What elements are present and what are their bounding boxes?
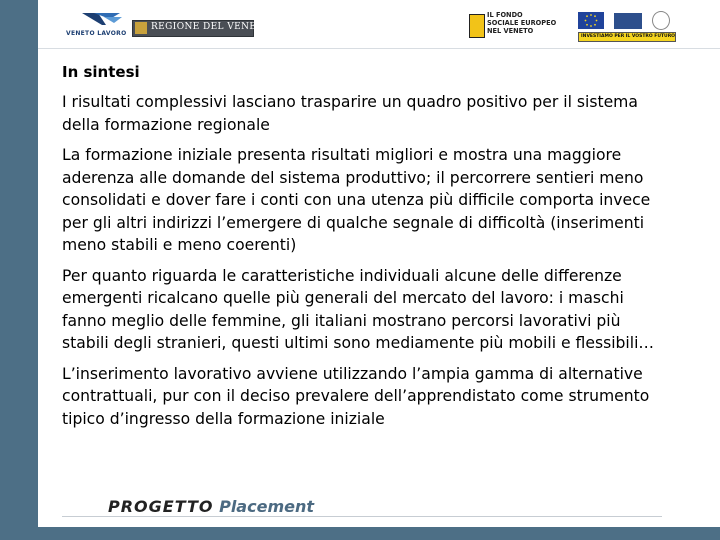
- fse-line: NEL VENETO: [487, 26, 534, 35]
- veneto-lavoro-text: VENETO LAVORO: [66, 30, 127, 37]
- investment-banner: [578, 32, 676, 42]
- footer-divider: [62, 516, 662, 517]
- paragraph: La formazione iniziale presenta risultati migliori e mostra una maggiore aderenza alle domande del sistema produttivo; il percorrere sentieri meno consolidati e dover fare i conti con una utenza più difficile comporta invece per gli altri indirizzi l’emergere di qualche segnale di difficoltà (inserimenti meno stabili e meno coerenti): [62, 146, 651, 254]
- fse-logo: [469, 12, 559, 40]
- eu-flag-icon: [578, 12, 604, 29]
- regione-veneto-text: REGIONE DEL VENETO: [151, 22, 271, 32]
- partner-logos: [572, 8, 680, 44]
- investment-banner-text: INVESTIAMO PER IL VOSTRO FUTURO: [581, 34, 675, 39]
- fse-flag-icon: [469, 14, 485, 38]
- main-content: [62, 62, 662, 438]
- ministry-logo-icon: [614, 13, 642, 29]
- fse-line: IL FONDO: [487, 11, 523, 19]
- lion-emblem-icon: [135, 22, 147, 34]
- progetto-placement-logo: [108, 497, 314, 516]
- veneto-lavoro-mark-icon: [80, 10, 124, 28]
- regione-veneto-logo: [132, 20, 271, 37]
- fse-line: SOCIALE EUROPEO: [487, 18, 557, 27]
- header-divider: [38, 48, 720, 49]
- paragraph: I risultati complessivi lasciano trasparire un quadro positivo per il sistema della formazione regionale: [62, 93, 638, 134]
- veneto-lavoro-logo: [66, 10, 136, 40]
- page-title: In sintesi: [62, 63, 140, 81]
- italian-republic-emblem-icon: [652, 11, 670, 30]
- fse-text: [487, 12, 556, 35]
- paragraph: L’inserimento lavorativo avviene utilizzando l’ampia gamma di alternative contrattuali, pur con il deciso prevalere dell’apprendistato come strumento tipico d’ingresso della formazione iniziale: [62, 364, 650, 428]
- paragraph: Per quanto riguarda le caratteristiche individuali alcune delle differenze emergenti ricalcano quelle più generali del mercato del lavoro: i maschi fanno meglio delle femmine, gli italiani mostrano percorsi lavorativi più stabili degli stranieri, questi ultimi sono mediamente più mobili e flessibili…: [62, 266, 655, 352]
- logo-part-placement: Placement: [219, 497, 314, 516]
- logo-part-progetto: PROGETTO: [108, 497, 214, 516]
